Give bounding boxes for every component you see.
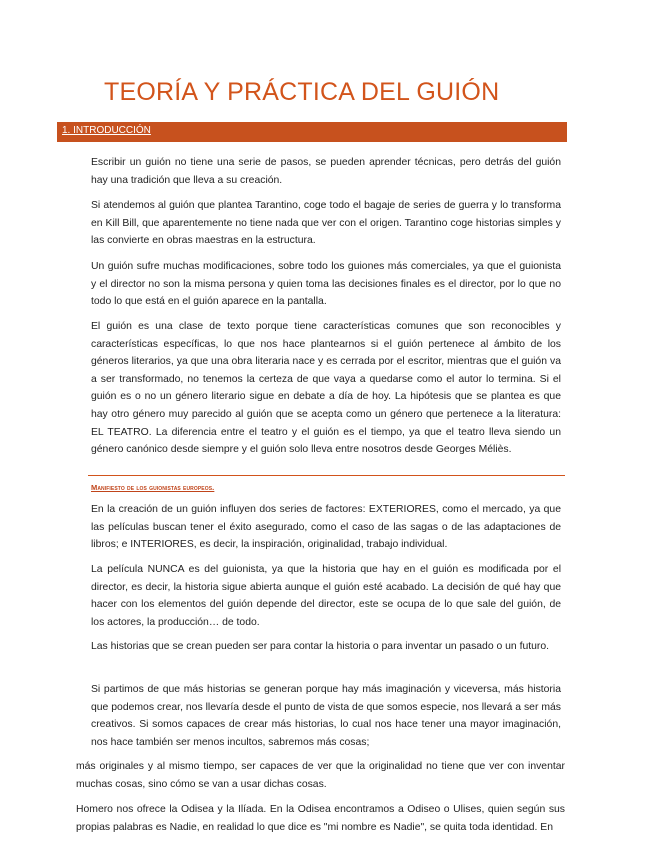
section-heading-bar xyxy=(57,122,567,142)
paragraph: La película NUNCA es del guionista, ya que la historia que hay en el guión es modificada por el director, es decir, la historia sigue abierta aunque el guión esté acabado. La decisión de qué hay que hacer con los elementos del guión depende del director, este se ocupa de lo que sale del guión, de los actores, la producción… de todo. xyxy=(91,564,561,628)
paragraph: Las historias que se crean pueden ser para contar la historia o para inventar un pasado o un futuro. xyxy=(91,641,550,652)
paragraph: Escribir un guión no tiene una serie de pasos, se pueden aprender técnicas, pero detrás del guión hay una tradición que lleva a su creación. xyxy=(91,157,561,186)
paragraph: Un guión sufre muchas modificaciones, sobre todo los guiones más comerciales, ya que el guionista y el director no son la misma persona y quien toma las decisiones finales es el director, por lo que no todo lo que está en el guión aparece en la pantalla. xyxy=(91,261,561,308)
paragraph: Si atendemos al guión que plantea Tarantino, coge todo el bagaje de series de guerra y lo transforma en Kill Bill, que aparentemente no tiene nada que ver con el origen. Tarantino coge historias simples y las convierte en obras maestras en la estructura. xyxy=(91,200,561,247)
subsection-heading: Manifiesto de los guionistas europeos. xyxy=(91,483,215,492)
paragraph: más originales y al mismo tiempo, ser capaces de ver que la originalidad no tiene que ver con inventar muchas cosas, sino cómo se van a usar dichas cosas. xyxy=(76,761,565,790)
paragraph: Si partimos de que más historias se generan porque hay más imaginación y viceversa, más historia que podemos crear, nos llevaría desde el punto de vista de que somos especie, nos llevará a ser más creativos. Si somos capaces de crear más historias, lo cual nos hace tener una mayor imaginación, nos hace también ser menos incultos, sabremos más cosas; xyxy=(91,684,561,748)
paragraph: El guión es una clase de texto porque tiene características comunes que son reconocibles y características específicas, lo que nos hace plantearnos si el guión pertenece al ámbito de los géneros literarios, ya que una obra literaria nace y es cerrada por el escritor, mientras que el guión va a ser transformado, no tenemos la certeza de que vaya a quedarse como el autor lo termina. Si el guión es o no un género literario sigue en debate a día de hoy. La hipótesis que se plantea es que hay otro género muy parecido al guión que se acepta como un género que pertenece a la literatura: EL TEATRO. La diferencia entre el teatro y el guión es el tiempo, ya que el teatro lleva siendo un género canónico desde siempre y el guión solo lleva entre nosotros desde Georges Méliès. xyxy=(91,321,561,456)
section-divider xyxy=(88,475,565,476)
paragraph: Homero nos ofrece la Odisea y la Ilíada. En la Odisea encontramos a Odiseo o Ulises, quien según sus propias palabras es Nadie, en realidad lo que dice es "mi nombre es Nadie", se quita toda identidad. En xyxy=(76,804,565,833)
section-heading: 1. INTRODUCCIÓN xyxy=(62,125,151,136)
document-title: TEORÍA Y PRÁCTICA DEL GUIÓN xyxy=(104,78,500,106)
paragraph: En la creación de un guión influyen dos series de factores: EXTERIORES, como el mercado, ya que las películas buscan tener el éxito asegurado, como el caso de las sagas o de las adaptaciones de libros; e INTERIORES, es decir, la inspiración, originalidad, trabajo individual. xyxy=(91,504,561,551)
